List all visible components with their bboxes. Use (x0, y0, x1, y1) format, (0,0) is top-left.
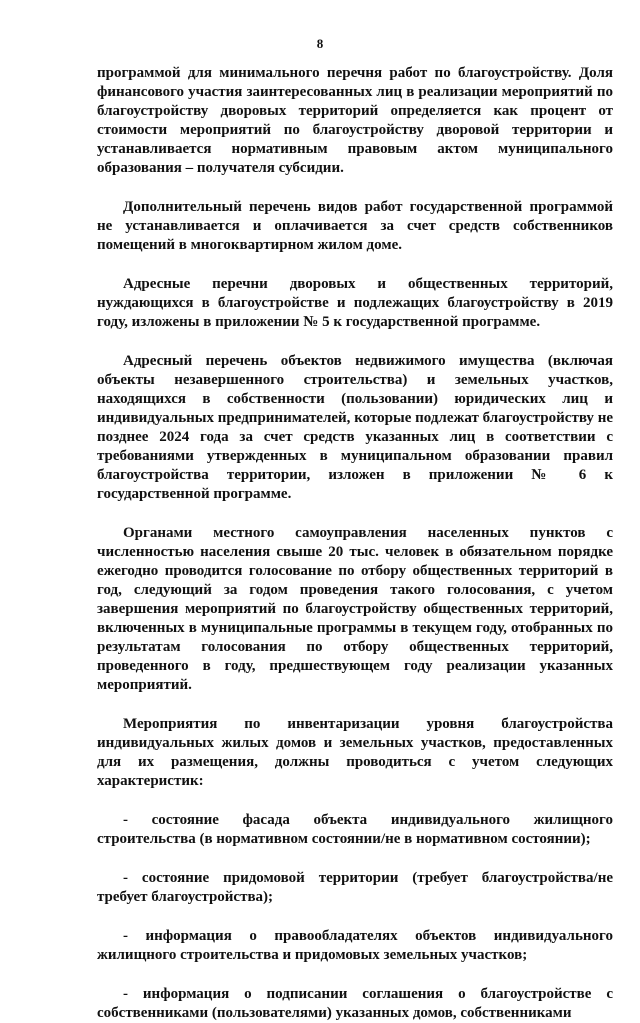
list-item-yard-condition: - состояние придомовой территории (требует благоустройства/не требует благоустройства); (97, 870, 613, 905)
paragraph-additional-works: Дополнительный перечень видов работ государственной программой не устанавливается и оплачивается за счет средств собственников помещений в многоквартирном жилом доме. (97, 199, 613, 253)
page-number: 8 (316, 36, 324, 51)
paragraph-public-voting: Органами местного самоуправления населенных пунктов с численностью населения свыше 20 тыс. человек в обязательном порядке ежегодно проводится голосование по отбору общественных территорий в год, следующий за годом проведения такого голосования, с учетом завершения мероприятий по благоустройству общественных территорий, включенных в муниципальные программы в текущем году, отобранных по результатам голосования по отбору общественных территорий, проведенного в году, предшествующем году реализации указанных мероприятий. (97, 525, 613, 693)
paragraph-inventory-characteristics: Мероприятия по инвентаризации уровня благоустройства индивидуальных жилых домов и земельных участков, предоставленных для их размещения, должны проводиться с учетом следующих характеристик: (97, 716, 613, 789)
list-item-facade-condition: - состояние фасада объекта индивидуального жилищного строительства (в нормативном состоянии/не в нормативном состоянии); (97, 812, 613, 847)
paragraph-co-financing-share: программой для минимального перечня работ по благоустройству. Доля финансового участия заинтересованных лиц в реализации мероприятий по благоустройству дворовых территорий определяется как процент от стоимости мероприятий по благоустройству дворовой территории и устанавливается нормативным правовым актом муниципального образования – получателя субсидии. (97, 65, 613, 176)
paragraph-real-estate-list: Адресный перечень объектов недвижимого имущества (включая объекты незавершенного строительства) и земельных участков, находящихся в собственности (пользовании) юридических лиц и индивидуальных предпринимателей, которые подлежат благоустройству не позднее 2024 года за счет средств указанных лиц в соответствии с требованиями утвержденных в муниципальном образовании правил благоустройства территории, изложен в приложении № 6 к государственной программе. (97, 353, 613, 502)
list-item-agreement-information: - информация о подписании соглашения о благоустройстве с собственниками (пользователями) указанных домов, собственниками (97, 986, 613, 1021)
document-body (97, 64, 613, 1023)
list-item-owners-information: - информация о правообладателях объектов индивидуального жилищного строительства и придомовых земельных участков; (97, 928, 613, 963)
paragraph-address-lists-2019: Адресные перечни дворовых и общественных территорий, нуждающихся в благоустройстве и подлежащих благоустройству в 2019 году, изложены в приложении № 5 к государственной программе. (97, 276, 613, 330)
